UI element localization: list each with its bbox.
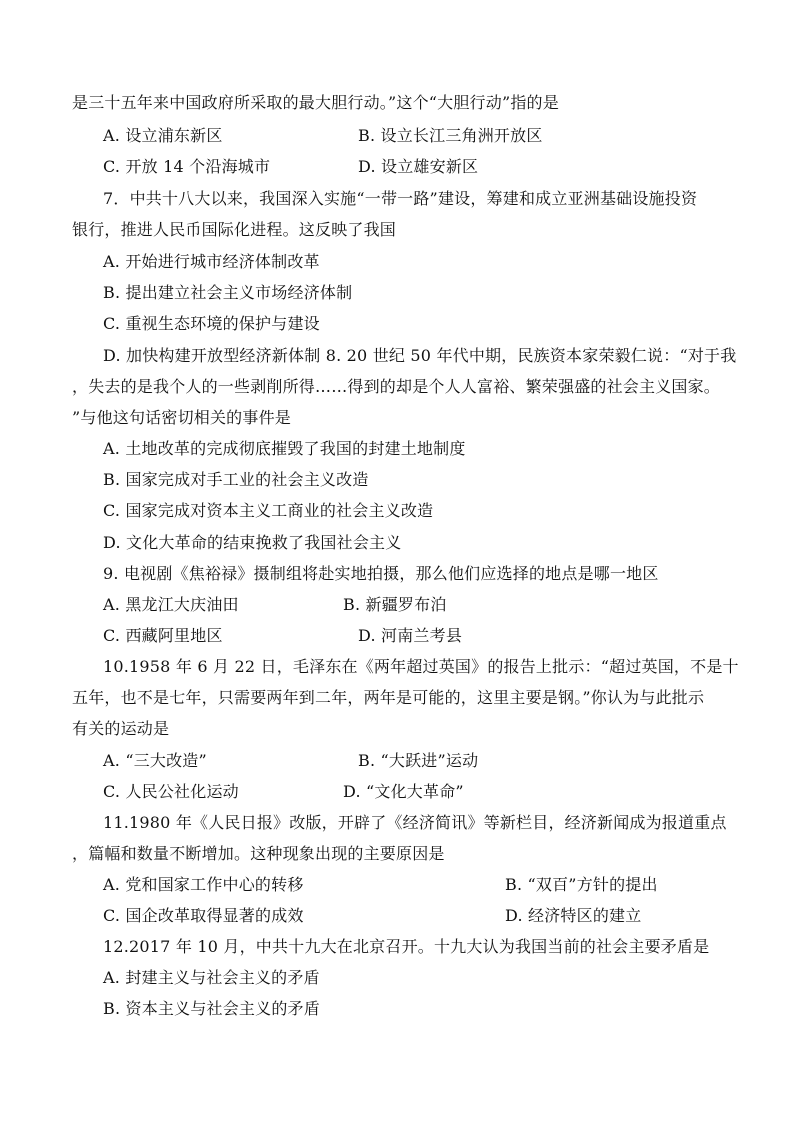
q7-option-c-row bbox=[0, 314, 793, 334]
q8-option-d-row bbox=[0, 533, 793, 553]
q7-option-c: C. 重视生态环境的保护与建设 bbox=[103, 314, 320, 333]
q11-stem-line-1 bbox=[0, 813, 793, 833]
q10-stem-text: 10.1958 年 6 月 22 日，毛泽东在《两年超过英国》的报告上批示：“超过英国，不是十 bbox=[103, 657, 739, 676]
q12-stem-text: 12.2017 年 10 月，中共十九大在北京召开。十九大认为我国当前的社会主要矛盾是 bbox=[103, 937, 710, 956]
q11-option-d: D. 经济特区的建立 bbox=[505, 906, 642, 925]
q12-option-a: A. 封建主义与社会主义的矛盾 bbox=[103, 968, 320, 987]
q9-option-a: A. 黑龙江大庆油田 bbox=[103, 595, 239, 614]
q8-option-b-row bbox=[0, 470, 793, 490]
q8-option-a-row bbox=[0, 439, 793, 459]
q11-options-row-1 bbox=[0, 875, 793, 895]
q7-stem-line-1 bbox=[0, 189, 793, 209]
q11-stem-text: 11.1980 年《人民日报》改版，开辟了《经济简讯》等新栏目，经济新闻成为报道重点 bbox=[103, 813, 727, 832]
q7-option-a: A. 开始进行城市经济体制改革 bbox=[103, 252, 320, 271]
q10-option-d: D. “文化大革命” bbox=[343, 782, 464, 801]
q11-option-c: C. 国企改革取得显著的成效 bbox=[103, 906, 304, 925]
q6-options-row-1 bbox=[0, 126, 793, 146]
q10-stem-text: 五年，也不是七年，只需要两年到二年，两年是可能的，这里主要是钢。”你认为与此批示 bbox=[72, 688, 705, 707]
q8-option-c-row bbox=[0, 501, 793, 521]
q11-options-row-2 bbox=[0, 906, 793, 926]
q10-stem-line-2 bbox=[0, 688, 793, 708]
q7-stem-text: 7．中共十八大以来，我国深入实施“一带一路”建设，筹建和成立亚洲基础设施投资 bbox=[103, 189, 698, 208]
q6-option-a: A. 设立浦东新区 bbox=[103, 126, 223, 145]
q7-option-b-row bbox=[0, 283, 793, 303]
q8-stem-line-2 bbox=[0, 377, 793, 397]
q8-option-d: D. 文化大革命的结束挽救了我国社会主义 bbox=[103, 533, 402, 552]
q7-option-a-row bbox=[0, 252, 793, 272]
q12-option-b: B. 资本主义与社会主义的矛盾 bbox=[103, 999, 320, 1018]
q12-option-a-row bbox=[0, 968, 793, 988]
q12-stem bbox=[0, 937, 793, 957]
q12-option-b-row bbox=[0, 999, 793, 1019]
q9-stem-text: 9. 电视剧《焦裕禄》摄制组将赴实地拍摄，那么他们应选择的地点是哪一地区 bbox=[103, 564, 659, 583]
q10-options-row-2 bbox=[0, 782, 793, 802]
q7-option-d-q8-stem-text: D. 加快构建开放型经济新体制 8. 20 世纪 50 年代中期，民族资本家荣毅仁说：“对于我 bbox=[103, 346, 737, 365]
q8-option-b: B. 国家完成对手工业的社会主义改造 bbox=[103, 470, 369, 489]
q10-option-b: B. “大跃进”运动 bbox=[358, 751, 479, 770]
q11-option-a: A. 党和国家工作中心的转移 bbox=[103, 875, 304, 894]
q7-stem-line-2 bbox=[0, 220, 793, 240]
q11-option-b: B. “双百”方针的提出 bbox=[505, 875, 658, 894]
q11-stem-text: ，篇幅和数量不断增加。这种现象出现的主要原因是 bbox=[72, 844, 445, 863]
q9-options-row-1 bbox=[0, 595, 793, 615]
q7-option-b: B. 提出建立社会主义市场经济体制 bbox=[103, 283, 353, 302]
q10-options-row-1 bbox=[0, 751, 793, 771]
q9-options-row-2 bbox=[0, 626, 793, 646]
q6-option-c: C. 开放 14 个沿海城市 bbox=[103, 157, 271, 176]
q10-stem-line-1 bbox=[0, 657, 793, 677]
q8-stem-text: ，失去的是我个人的一些剥削所得……得到的却是个人人富裕、繁荣强盛的社会主义国家。 bbox=[72, 377, 721, 396]
q6-option-b: B. 设立长江三角洲开放区 bbox=[358, 126, 543, 145]
q8-stem-line-3 bbox=[0, 408, 793, 428]
q11-stem-line-2 bbox=[0, 844, 793, 864]
q6-stem-text: 是三十五年来中国政府所采取的最大胆行动。”这个“大胆行动”指的是 bbox=[72, 93, 559, 112]
q6-option-d: D. 设立雄安新区 bbox=[358, 157, 479, 176]
q10-stem-text: 有关的运动是 bbox=[72, 719, 170, 738]
q9-stem bbox=[0, 564, 793, 584]
q8-option-c: C. 国家完成对资本主义工商业的社会主义改造 bbox=[103, 501, 434, 520]
q6-options-row-2 bbox=[0, 157, 793, 177]
q6-stem-end bbox=[0, 93, 793, 113]
q8-stem-text: ”与他这句话密切相关的事件是 bbox=[72, 408, 291, 427]
q7-option-d-and-q8-stem bbox=[0, 346, 793, 366]
q9-option-d: D. 河南兰考县 bbox=[358, 626, 463, 645]
q9-option-b: B. 新疆罗布泊 bbox=[343, 595, 447, 614]
q10-option-a: A. “三大改造” bbox=[103, 751, 207, 770]
q10-option-c: C. 人民公社化运动 bbox=[103, 782, 239, 801]
q8-option-a: A. 土地改革的完成彻底摧毁了我国的封建土地制度 bbox=[103, 439, 466, 458]
q7-stem-text: 银行，推进人民币国际化进程。这反映了我国 bbox=[72, 220, 397, 239]
q9-option-c: C. 西藏阿里地区 bbox=[103, 626, 223, 645]
q10-stem-line-3 bbox=[0, 719, 793, 739]
